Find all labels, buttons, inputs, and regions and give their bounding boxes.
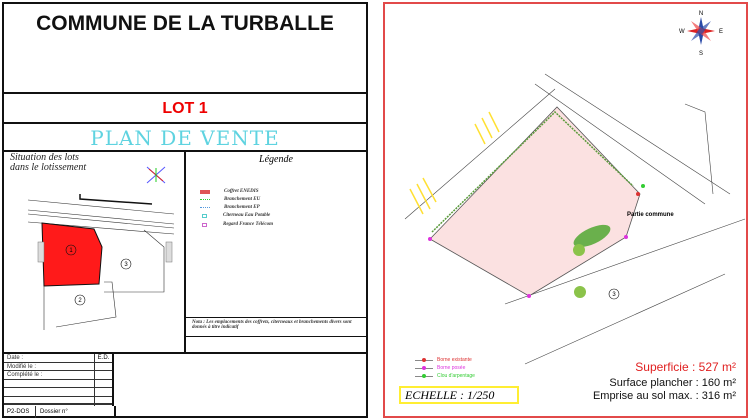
legend-item	[415, 373, 475, 379]
situation-title-line: Situation des lots	[10, 152, 79, 163]
legend-item	[415, 365, 465, 371]
compass-w: W	[679, 29, 685, 35]
lot-plan	[385, 4, 746, 416]
compass-icon	[147, 167, 165, 183]
commune-title: COMMUNE DE LA TURBALLE	[36, 12, 334, 35]
ed-column: E.D.	[94, 354, 114, 406]
legend-label: Branchement EP	[224, 205, 260, 210]
lot-title: LOT 1	[162, 100, 208, 117]
legend-item	[415, 357, 472, 363]
legend-title: Légende	[259, 154, 293, 165]
date-row: Date :	[4, 354, 114, 363]
legend-item	[200, 197, 260, 202]
legend-label: Regard France Télécom	[223, 222, 273, 227]
compass-n: N	[698, 11, 704, 17]
legend-panel	[186, 152, 366, 352]
title-block	[2, 2, 368, 418]
scale-label: ECHELLE : 1/250	[399, 386, 519, 404]
legend-label: Citerneau Eau Potable	[223, 213, 271, 218]
legend-item	[200, 222, 273, 227]
situation-plan	[4, 152, 184, 352]
legend-swatch	[202, 223, 207, 227]
legend-label: Borne posée	[437, 365, 466, 371]
situation-map	[4, 152, 186, 352]
divider	[4, 92, 366, 94]
superficie: Superficie : 527 m²	[635, 360, 736, 374]
legend-label: Clou d'arpentage	[437, 373, 475, 379]
legend-swatch	[202, 214, 207, 218]
legend-label: Branchement EU	[224, 197, 261, 202]
legend-label: Borne existante	[437, 357, 472, 363]
completed-row: Complété le :	[4, 371, 114, 380]
code-cell: P2-DOS	[4, 406, 36, 418]
revision-table	[4, 352, 366, 416]
compass-s: S	[698, 51, 704, 57]
modified-row: Modifié le :	[4, 363, 114, 372]
partie-commune-label: Partie commune	[627, 212, 674, 218]
compass-e: E	[719, 29, 724, 35]
dossier-cell: Dossier n°	[40, 409, 68, 415]
nota-text: Nota : Les emplacements des coffrets, citerneaux et branchements divers sont donnés à titre indicatif	[186, 317, 366, 337]
neighbor-lot-number: 3	[612, 292, 616, 298]
lot-number: 2	[78, 298, 82, 304]
legend-item	[200, 213, 270, 218]
plan-title: PLAN DE VENTE	[4, 122, 366, 152]
tree-icon	[574, 286, 586, 298]
legend-label: Coffret ENEDIS	[224, 189, 259, 194]
legend-swatch	[200, 190, 210, 194]
tree-icon	[573, 244, 585, 256]
legend-swatch	[200, 207, 210, 208]
legend-swatch	[200, 199, 210, 200]
legend-item	[200, 205, 260, 210]
legend-item	[200, 189, 259, 194]
situation-title-line: dans le lotissement	[10, 162, 87, 173]
lot-number: 1	[69, 248, 73, 254]
lot-number: 3	[124, 262, 128, 268]
surface-plancher: Surface plancher : 160 m²	[609, 377, 736, 389]
divider	[114, 406, 116, 418]
compass-icon	[679, 11, 723, 57]
lot-plan-sheet	[383, 2, 748, 418]
emprise-au-sol: Emprise au sol max. : 316 m²	[592, 390, 736, 402]
